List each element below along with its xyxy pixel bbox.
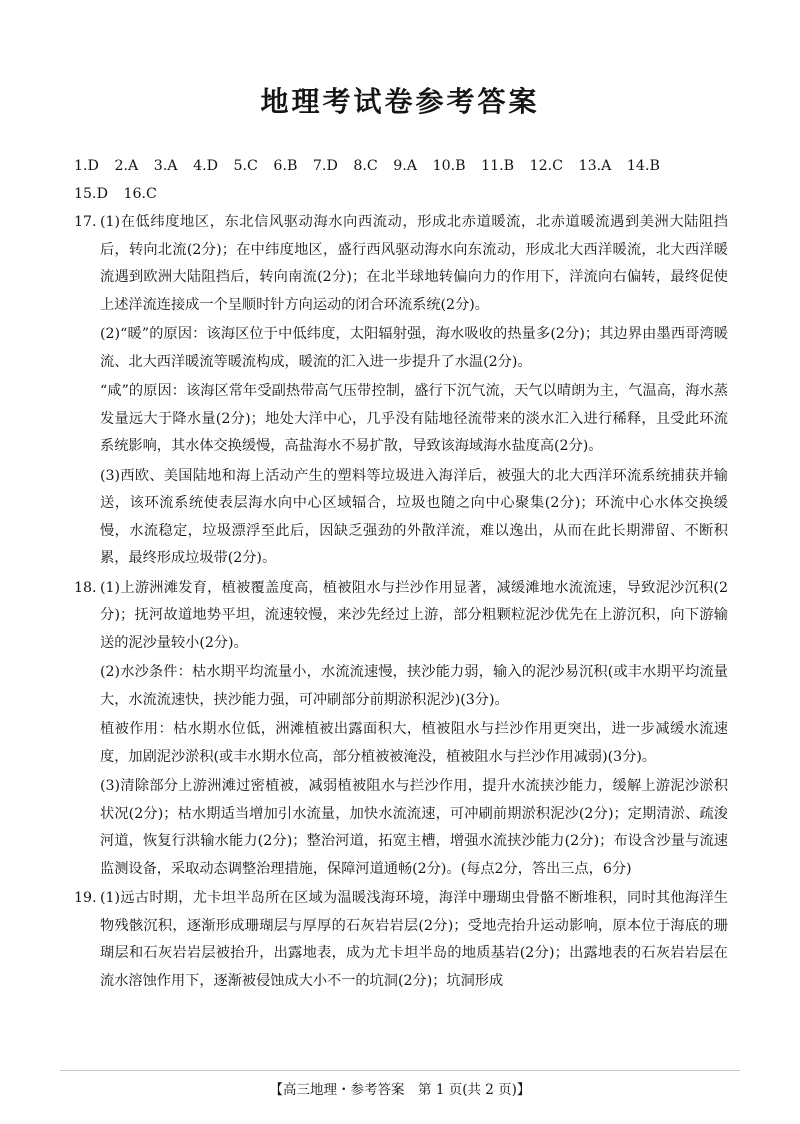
answer-content	[74, 209, 728, 997]
mc-answer: 1.D	[74, 158, 99, 174]
page-footer: 【高三地理・参考答案 第 1 页(共 2 页)】	[269, 1082, 531, 1098]
mc-answer: 14.B	[626, 158, 660, 174]
mc-row-2	[74, 180, 734, 208]
mc-answer: 3.A	[153, 158, 178, 174]
mc-answer: 7.D	[312, 158, 338, 174]
question-body	[100, 575, 728, 886]
answer-paragraph: (3)西欧、美国陆地和海上活动产生的塑料等垃圾进入海洋后，被强大的北大西洋环流系统捕获并输送，该环流系统使表层海水向中心区域辐合，垃圾也随之向中心聚集(2分)；环流中心水体交换缓慢，水流稳定，垃圾漂浮至此后，因缺乏强劲的外散洋流，难以逸出，从而在此长期滞留、不断积累，最终形成垃圾带(2分)。	[100, 467, 728, 566]
mc-answer: 5.C	[233, 158, 258, 174]
mc-answer: 10.B	[432, 158, 466, 174]
question-18	[74, 575, 728, 886]
mc-answer: 2.A	[114, 158, 139, 174]
answer-paragraph: “咸”的原因：该海区常年受副热带高气压带控制，盛行下沉气流，天气以晴朗为主，气温高，海水蒸发量远大于降水量(2分)；地处大洋中心，几乎没有陆地径流带来的淡水汇入进行稀释，且受此环流系统影响，其水体交换缓慢，高盐海水不易扩散，导致该海域海水盐度高(2分)。	[100, 383, 728, 454]
mc-answer: 11.B	[481, 158, 515, 174]
mc-answer: 4.D	[193, 158, 218, 174]
mc-answer: 12.C	[529, 158, 564, 174]
mc-answer: 13.A	[578, 158, 612, 174]
mc-answer: 9.A	[393, 158, 418, 174]
answer-paragraph: (1)远古时期，尤卡坦半岛所在区域为温暖浅海环境，海洋中珊瑚虫骨骼不断堆积，同时其他海洋生物残骸沉积，逐渐形成珊瑚层与厚厚的石灰岩岩层(2分)；受地壳抬升运动影响，原本位于海底的珊瑚层和石灰岩岩层被抬升，出露地表，成为尤卡坦半岛的地质基岩(2分)；出露地表的石灰岩岩层在流水溶蚀作用下，逐渐被侵蚀成大小不一的坑洞(2分)；坑洞形成	[100, 890, 728, 989]
question-17	[74, 209, 728, 575]
question-number: 18.	[74, 579, 97, 596]
mc-answer: 6.B	[273, 158, 298, 174]
mc-answer: 15.D	[74, 186, 108, 202]
answer-paragraph: (1)上游洲滩发育，植被覆盖度高，植被阻水与拦沙作用显著，减缓滩地水流流速，导致泥沙沉积(2分)；抚河故道地势平坦，流速较慢，来沙先经过上游，部分粗颗粒泥沙优先在上游沉积，向下游输送的泥沙量较小(2分)。	[100, 579, 728, 651]
question-body	[100, 885, 728, 997]
question-number: 19.	[74, 890, 97, 906]
question-number: 17.	[74, 214, 97, 230]
question-19	[74, 885, 728, 997]
answer-paragraph: (2)水沙条件：枯水期平均流量小，水流流速慢，挟沙能力弱，输入的泥沙易沉积(或丰水期平均流量大，水流流速快，挟沙能力强，可冲刷部分前期淤积泥沙)(3分)。	[100, 664, 728, 708]
answer-paragraph: (3)清除部分上游洲滩过密植被，减弱植被阻水与拦沙作用，提升水流挟沙能力，缓解上游泥沙淤积状况(2分)；枯水期适当增加引水流量，加快水流流速，可冲刷前期淤积泥沙(2分)；定期清淤、疏浚河道，恢复行洪输水能力(2分)；整治河道，拓宽主槽，增强水流挟沙能力(2分)；布设含沙量与流速监测设备，采取动态调整治理措施，保障河道通畅(2分)。(每点2分，答出三点，6分)	[100, 778, 728, 877]
mc-answer: 8.C	[353, 158, 378, 174]
answer-paragraph: (2)“暖”的原因：该海区位于中低纬度，太阳辐射强，海水吸收的热量多(2分)；其边界由墨西哥湾暖流、北大西洋暖流等暖流构成，暖流的汇入进一步提升了水温(2分)。	[100, 326, 728, 370]
question-body	[100, 209, 728, 575]
answer-paragraph: 植被作用：枯水期水位低，洲滩植被出露面积大，植被阻水与拦沙作用更突出，进一步减缓水流速度，加剧泥沙淤积(或丰水期水位高，部分植被被淹没，植被阻水与拦沙作用减弱)(3分)。	[100, 721, 728, 765]
page-title: 地理考试卷参考答案	[260, 85, 540, 118]
mc-row-1	[74, 152, 734, 180]
multiple-choice-answers	[74, 152, 734, 208]
footer-divider	[60, 1070, 740, 1071]
mc-answer: 16.C	[123, 186, 157, 202]
answer-paragraph: (1)在低纬度地区，东北信风驱动海水向西流动，形成北赤道暖流，北赤道暖流遇到美洲大陆阻挡后，转向北流(2分)；在中纬度地区，盛行西风驱动海水向东流动，形成北大西洋暖流，北大西洋暖流遇到欧洲大陆阻挡后，转向南流(2分)；在北半球地转偏向力的作用下，洋流向右偏转，最终促使上述洋流连接成一个呈顺时针方向运动的闭合环流系统(2分)。	[100, 214, 728, 313]
